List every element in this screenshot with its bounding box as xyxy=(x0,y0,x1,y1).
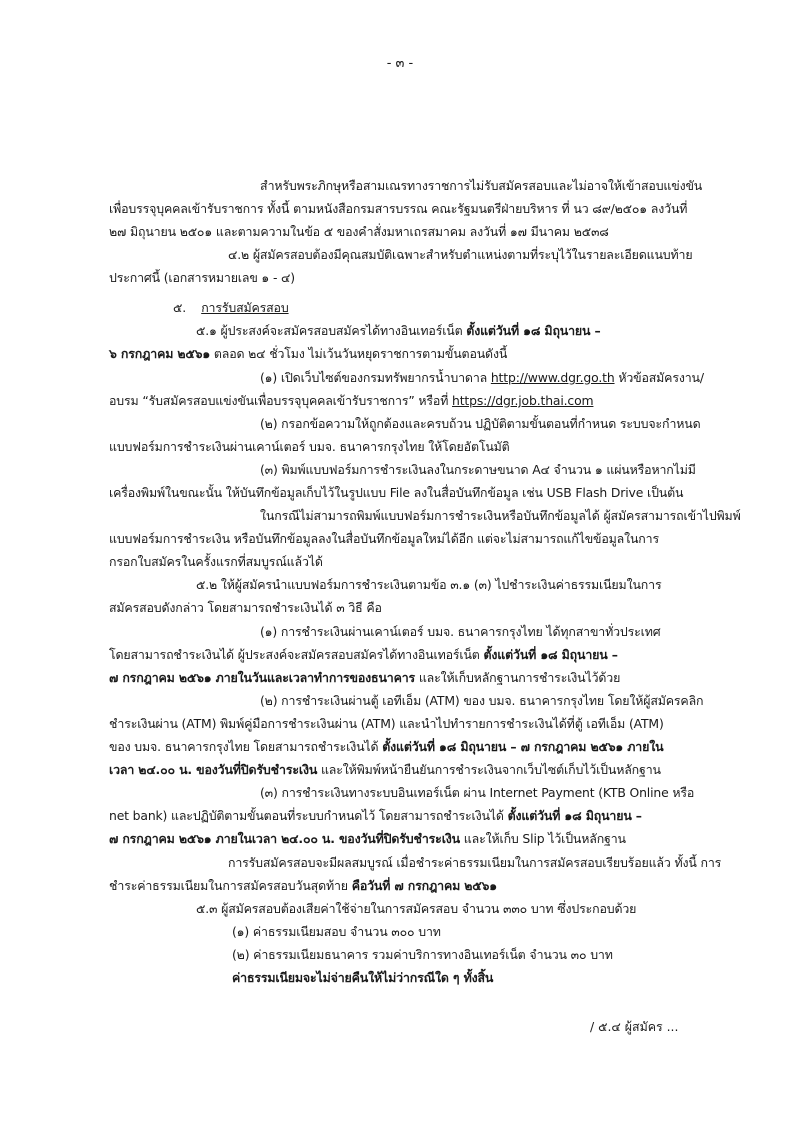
paragraph-line: ชำระเงินผ่าน (ATM) พิมพ์คู่มือการชำระเงินผ่าน (ATM) และนำไปทำรายการชำระเงินได้ที่ตู้ เอทีเอ็ม (ATM) xyxy=(109,716,664,731)
note-paragraph: ในกรณีไม่สามารถพิมพ์แบบฟอร์มการชำระเงินหรือบันทึกข้อมูลได้ ผู้สมัครสามารถเข้าไปพิมพ์ xyxy=(260,508,741,523)
fee-item-1: (๑) ค่าธรรมเนียมสอบ จำนวน ๓๐๐ บาท xyxy=(232,924,441,939)
paragraph-line: ชำระค่าธรรมเนียมในการสมัครสอบวันสุดท้าย คือวันที่ ๗ กรกฎาคม ๒๕๖๑ xyxy=(109,878,497,893)
paragraph-line: โดยสามารถชำระเงินได้ ผู้ประสงค์จะสมัครสอบสมัครได้ทางอินเทอร์เน็ต ตั้งแต่วันที่ ๑๘ มิถุนายน – xyxy=(109,647,618,662)
no-refund-notice: ค่าธรรมเนียมจะไม่จ่ายคืนให้ไม่ว่ากรณีใด ๆ ทั้งสิ้น xyxy=(232,970,494,985)
page-number: - ๓ - xyxy=(386,56,414,71)
link-dgr-website[interactable]: http://www.dgr.go.th xyxy=(490,370,615,385)
paragraph-line: ๒๗ มิถุนายน ๒๕๐๑ และตามความในข้อ ๕ ของคำสั่งมหาเถรสมาคม ลงวันที่ ๑๗ มีนาคม ๒๕๓๘ xyxy=(109,224,609,239)
paragraph-line: สำหรับพระภิกษุหรือสามเณรทางราชการไม่รับสมัครสอบและไม่อาจให้เข้าสอบแข่งขัน xyxy=(260,178,703,193)
paragraph-line: เครื่องพิมพ์ในขณะนั้น ให้บันทึกข้อมูลเก็บไว้ในรูปแบบ File ลงในสื่อบันทึกข้อมูล เช่น USB Flash Drive เป็นต้น xyxy=(109,485,684,500)
paragraph-line: แบบฟอร์มการชำระเงินผ่านเคาน์เตอร์ บมจ. ธนาคารกรุงไทย ให้โดยอัตโนมัติ xyxy=(109,439,510,454)
step-3: (๓) พิมพ์แบบฟอร์มการชำระเงินลงในกระดาษขนาด A๔ จำนวน ๑ แผ่นหรือหากไม่มี xyxy=(260,462,696,477)
paragraph-line: กรอกใบสมัครในครั้งแรกที่สมบูรณ์แล้วได้ xyxy=(109,554,323,569)
clause-5-2: ๕.๒ ให้ผู้สมัครนำแบบฟอร์มการชำระเงินตามข้อ ๓.๑ (๓) ไปชำระเงินค่าธรรมเนียมในการ xyxy=(196,577,662,592)
clause-5-3: ๕.๓ ผู้สมัครสอบต้องเสียค่าใช้จ่ายในการสมัครสอบ จำนวน ๓๓๐ บาท ซึ่งประกอบด้วย xyxy=(196,901,637,916)
paragraph-line: ๖ กรกฎาคม ๒๕๖๑ ตลอด ๒๔ ชั่วโมง ไม่เว้นวันหยุดราชการตามขั้นตอนดังนี้ xyxy=(109,346,508,361)
step-2: (๒) กรอกข้อความให้ถูกต้องและครบถ้วน ปฏิบัติตามขั้นตอนที่กำหนด ระบบจะกำหนด xyxy=(260,416,701,431)
paragraph-line: ๔.๒ ผู้สมัครสอบต้องมีคุณสมบัติเฉพาะสำหรับตำแหน่งตามที่ระบุไว้ในรายละเอียดแนบท้าย xyxy=(228,247,693,262)
link-dgr-job[interactable]: https://dgr.job.thai.com xyxy=(452,393,594,408)
fee-item-2: (๒) ค่าธรรมเนียมธนาคาร รวมค่าบริการทางอินเทอร์เน็ต จำนวน ๓๐ บาท xyxy=(232,947,613,962)
paragraph-line: ๗ กรกฎาคม ๒๕๖๑ ภายในวันและเวลาทำการของธนาคาร และให้เก็บหลักฐานการชำระเงินไว้ด้วย xyxy=(109,670,621,685)
paragraph-line: เพื่อบรรจุบุคคลเข้ารับราชการ ทั้งนี้ ตามหนังสือกรมสารบรรณ คณะรัฐมนตรีฝ่ายบริหาร ที่ นว ๘๙/๒๕๐๑ ลงวันที่ xyxy=(109,201,688,216)
paragraph-line: ๗ กรกฎาคม ๒๕๖๑ ภายในเวลา ๒๔.๐๐ น. ของวันที่ปิดรับชำระเงิน และให้เก็บ Slip ไว้เป็นหลักฐาน xyxy=(109,831,626,846)
paragraph-line: แบบฟอร์มการชำระเงิน หรือบันทึกข้อมูลลงในสื่อบันทึกข้อมูลใหม่ได้อีก แต่จะไม่สามารถแก้ไขข้อมูลในการ xyxy=(109,531,659,546)
section-title: การรับสมัครสอบ xyxy=(201,300,289,315)
paragraph-line: สมัครสอบดังกล่าว โดยสามารถชำระเงินได้ ๓ วิธี คือ xyxy=(109,600,382,615)
step-1: (๑) เปิดเว็บไซต์ของกรมทรัพยากรน้ำบาดาล http://www.dgr.go.th หัวข้อสมัครงาน/ xyxy=(260,370,704,385)
section-heading xyxy=(173,300,800,316)
paragraph-line: ของ บมจ. ธนาคารกรุงไทย โดยสามารถชำระเงินได้ ตั้งแต่วันที่ ๑๘ มิถุนายน – ๗ กรกฎาคม ๒๕๖๑ ภายใน xyxy=(109,739,664,754)
continuation-reference: / ๕.๔ ผู้สมัคร ... xyxy=(590,1019,679,1034)
paragraph-line: อบรม “รับสมัครสอบแข่งขันเพื่อบรรจุบุคคลเข้ารับราชการ” หรือที่ https://dgr.job.thai.com xyxy=(109,393,594,408)
section-number: ๕. xyxy=(173,300,187,315)
paragraph-line: เวลา ๒๔.๐๐ น. ของวันที่ปิดรับชำระเงิน และให้พิมพ์หน้ายืนยันการชำระเงินจากเว็บไซต์เก็บไว้เป็นหลักฐาน xyxy=(109,762,661,777)
payment-method-2: (๒) การชำระเงินผ่านตู้ เอทีเอ็ม (ATM) ของ บมจ. ธนาคารกรุงไทย โดยให้ผู้สมัครคลิก xyxy=(260,693,704,708)
paragraph-line: net bank) และปฏิบัติตามขั้นตอนที่ระบบกำหนดไว้ โดยสามารถชำระเงินได้ ตั้งแต่วันที่ ๑๘ มิถุนายน – xyxy=(109,808,642,823)
payment-method-1: (๑) การชำระเงินผ่านเคาน์เตอร์ บมจ. ธนาคารกรุงไทย ได้ทุกสาขาทั่วประเทศ xyxy=(260,624,661,639)
paragraph-line: ประกาศนี้ (เอกสารหมายเลข ๑ - ๔) xyxy=(109,270,295,285)
payment-method-3: (๓) การชำระเงินทางระบบอินเทอร์เน็ต ผ่าน Internet Payment (KTB Online หรือ xyxy=(260,785,695,800)
final-note: การรับสมัครสอบจะมีผลสมบูรณ์ เมื่อชำระค่าธรรมเนียมในการสมัครสอบเรียบร้อยแล้ว ทั้งนี้ การ xyxy=(228,855,722,870)
clause-5-1: ๕.๑ ผู้ประสงค์จะสมัครสอบสมัครได้ทางอินเทอร์เน็ต ตั้งแต่วันที่ ๑๘ มิถุนายน – xyxy=(196,323,601,338)
